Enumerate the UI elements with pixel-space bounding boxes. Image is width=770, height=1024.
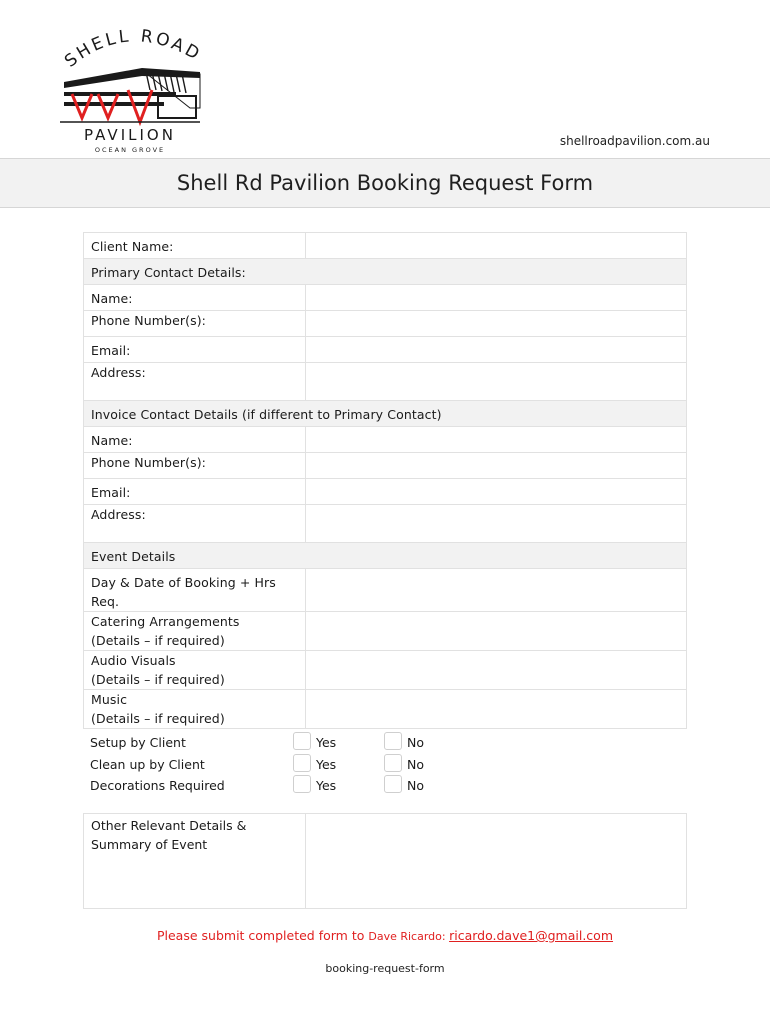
yes-no-options [90,732,510,797]
audio-visuals-label: Audio Visuals (Details – if required) [84,651,306,690]
setup-no-checkbox[interactable] [384,732,402,750]
title-band [0,158,770,208]
day-date-label: Day & Date of Booking + Hrs Req. [84,569,306,612]
cleanup-yes-label: Yes [316,756,337,772]
page-title: Shell Rd Pavilion Booking Request Form [176,171,594,195]
decorations-no-label: No [407,778,424,793]
other-details-field[interactable] [306,814,687,909]
invoice-address-label: Address: [84,505,306,543]
submit-prefix: Please submit completed form to [156,928,369,943]
setup-question: Setup by Client [90,735,186,750]
music-label: Music (Details – if required) [84,690,306,729]
primary-address-label: Address: [84,363,306,401]
invoice-email-label: Email: [84,479,306,505]
logo-name: PAVILION [84,126,176,144]
logo-sub: OCEAN GROVE [94,146,166,154]
submit-recipient: Dave Ricardo: [368,930,450,943]
invoice-email-field[interactable] [306,479,687,505]
decorations-yes-label: Yes [316,778,337,793]
primary-phone-field[interactable] [306,311,687,337]
invoice-name-label: Name: [84,427,306,453]
decorations-question: Decorations Required [90,778,225,793]
invoice-phone-field[interactable] [306,453,687,479]
invoice-address-field[interactable] [306,505,687,543]
site-url[interactable]: shellroadpavilion.com.au [559,134,710,148]
setup-yes-label: Yes [316,735,337,750]
other-details-label: Other Relevant Details & Summary of Event [84,814,306,909]
invoice-name-field[interactable] [306,427,687,453]
catering-field[interactable] [306,612,687,651]
cleanup-option-row [90,754,510,776]
primary-email-field[interactable] [306,337,687,363]
setup-yes-checkbox[interactable] [293,732,311,750]
shell-road-pavilion-logo [50,18,220,158]
logo-graphic [50,18,220,158]
decorations-option-row [90,775,510,797]
submit-email-link[interactable]: ricardo.dave1@gmail.com [449,928,614,943]
setup-option-row [90,732,510,754]
invoice-contact-section: Invoice Contact Details (if different to Primary Contact) [84,401,687,427]
primary-name-field[interactable] [306,285,687,311]
catering-label: Catering Arrangements (Details – if required) [84,612,306,651]
client-name-label: Client Name: [84,233,306,259]
music-field[interactable] [306,690,687,729]
setup-no-label: No [407,735,424,750]
cleanup-no-label: No [407,756,424,772]
logo-arc-text: SHELL ROAD [61,26,206,72]
booking-form-table [83,232,687,729]
audio-visuals-field[interactable] [306,651,687,690]
submit-instructions [0,928,770,943]
primary-contact-section: Primary Contact Details: [84,259,687,285]
invoice-phone-label: Phone Number(s): [84,453,306,479]
other-details-table [83,813,687,909]
decorations-yes-checkbox[interactable] [293,775,311,793]
primary-address-field[interactable] [306,363,687,401]
event-details-section: Event Details [84,543,687,569]
client-name-field[interactable] [306,233,687,259]
cleanup-no-checkbox[interactable] [384,754,402,772]
day-date-field[interactable] [306,569,687,612]
cleanup-yes-checkbox[interactable] [293,754,311,772]
decorations-no-checkbox[interactable] [384,775,402,793]
primary-phone-label: Phone Number(s): [84,311,306,337]
footer-text: booking-request-form [325,962,445,975]
primary-name-label: Name: [84,285,306,311]
primary-email-label: Email: [84,337,306,363]
cleanup-question: Clean up by Client [90,756,205,772]
svg-text:SHELL ROAD [61,26,205,71]
